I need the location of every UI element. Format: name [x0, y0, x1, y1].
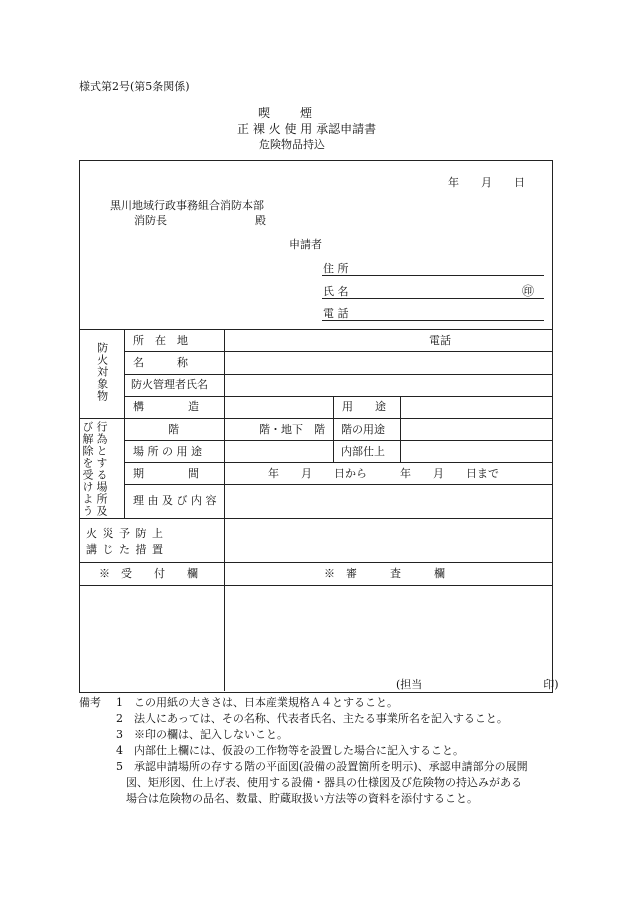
location-label: 所 在 地: [133, 334, 188, 347]
note-item: 2 法人にあっては、その名称、代表者氏名、主たる事業所名を記入すること。: [116, 712, 508, 725]
column-divider: [224, 329, 225, 691]
row-divider: [79, 562, 552, 563]
reason-label: 理 由 及 び 内 容: [133, 494, 217, 507]
prevention-label-line2: 講 じ た 措 置: [86, 543, 164, 556]
prevention-label-line1: 火 災 予 防 上: [86, 527, 164, 540]
form-number: 様式第2号(第5条関係): [79, 80, 190, 93]
applicant-phone-label: 電 話: [323, 307, 349, 320]
note-item-continued: 図、矩形図、仕上げ表、使用する設備・器具の仕様図及び危険物の持込みがある: [126, 776, 522, 789]
fire-object-phone-label: 電話: [429, 334, 451, 347]
column-divider: [333, 396, 334, 462]
row-divider: [79, 418, 552, 419]
note-item: 4 内部仕上欄には、仮設の工作物等を設置した場合に記入すること。: [116, 744, 464, 757]
note-item: 5 承認申請場所の存する階の平面図(設備の設置箇所を明示)、承認申請部分の展開: [116, 760, 528, 773]
row-divider: [79, 518, 552, 519]
reception-label: ※ 受 付 欄: [99, 567, 198, 580]
notes-label: 備考: [79, 696, 101, 709]
person-in-charge: (担当 印): [396, 678, 559, 691]
place-use-label: 場 所 の 用 途: [133, 445, 202, 458]
applicant-label: 申請者: [289, 238, 322, 251]
structure-label: 構 造: [133, 400, 199, 413]
addressee-chief: 消防長 殿: [134, 214, 266, 227]
row-divider: [79, 329, 552, 330]
row-divider: [124, 462, 552, 463]
interior-label: 内部仕上: [341, 445, 385, 458]
name-underline: [322, 298, 544, 299]
use-label: 用 途: [342, 400, 386, 413]
fire-object-group-label: 防火対象物: [95, 342, 109, 402]
note-item-continued: 場合は危険物の品名、数量、貯蔵取扱い方法等の資料を添付すること。: [126, 792, 478, 805]
column-divider: [400, 396, 401, 462]
note-item: 1 この用紙の大きさは、日本産業規格Ａ４とすること。: [116, 696, 398, 709]
date-label: 年 月 日: [448, 176, 525, 189]
row-divider: [124, 396, 552, 397]
row-divider: [124, 440, 552, 441]
row-divider: [79, 585, 552, 586]
title-line-smoking: 喫 煙: [258, 106, 315, 120]
note-item: 3 ※印の欄は、記入しないこと。: [116, 728, 288, 741]
action-place-group-label: 行為とする場所及び解除を受けよう: [81, 421, 108, 517]
seal-mark: ㊞: [522, 284, 535, 298]
name-label: 氏 名: [323, 285, 349, 298]
column-divider: [124, 329, 125, 518]
name-row-label: 名 称: [133, 356, 188, 369]
phone-underline: [322, 320, 544, 321]
row-divider: [124, 351, 552, 352]
review-label: ※ 審 査 欄: [324, 567, 445, 580]
floor-value: 階・地下 階: [259, 423, 325, 436]
title-line-main: 正 裸 火 使 用 承認申請書: [237, 122, 377, 136]
address-label: 住 所: [323, 262, 349, 275]
row-divider: [124, 374, 552, 375]
title-line-hazard: 危険物品持込: [259, 138, 325, 151]
period-label: 期 間: [133, 467, 199, 480]
period-value: 年 月 日から 年 月 日まで: [268, 467, 499, 480]
address-underline: [322, 275, 544, 276]
row-divider: [124, 484, 552, 485]
addressee-organization: 黒川地域行政事務組合消防本部: [110, 199, 264, 212]
floor-label: 階: [168, 423, 179, 436]
manager-label: 防火管理者氏名: [131, 378, 208, 391]
floor-use-label: 階の用途: [341, 423, 385, 436]
